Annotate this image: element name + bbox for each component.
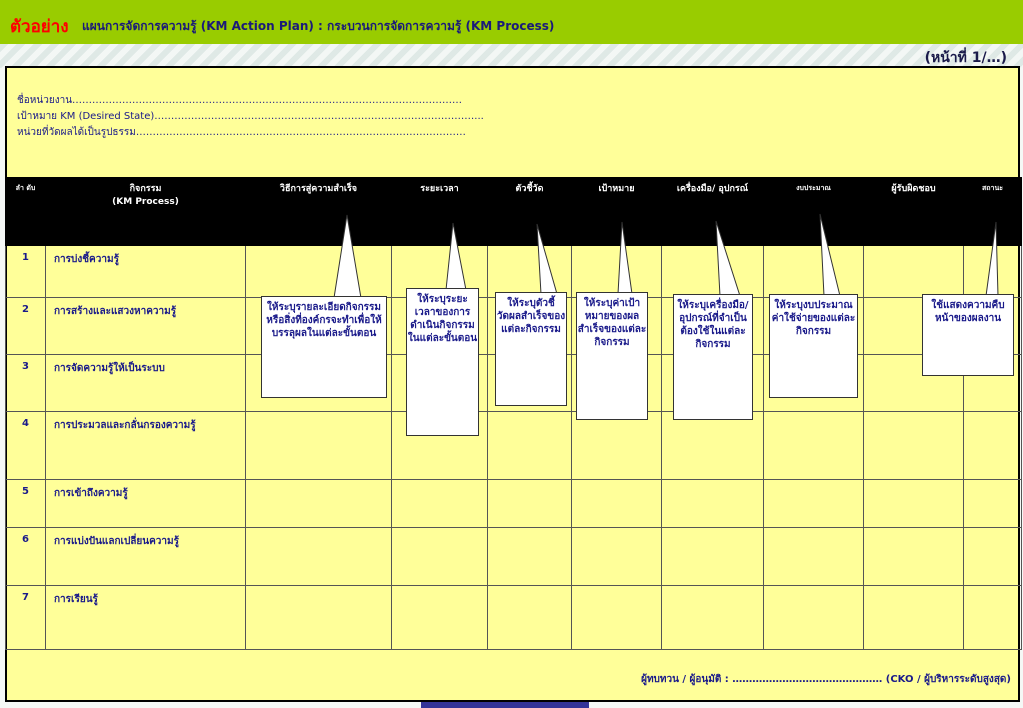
header-method: วิธีการสู่ความสำเร็จ: [246, 178, 392, 246]
callout-pointer-method: [334, 215, 361, 298]
header-no: ลำ ดับ: [6, 178, 46, 246]
approval-line: ผู้ทบทวน / ผู้อนุมัติ : ……………………………………… (CKO / ผู้บริหารระดับสูงสุด): [641, 674, 1011, 685]
header-period: ระยะเวลา: [392, 178, 488, 246]
row-number: 5: [6, 480, 46, 528]
row-number: 7: [6, 586, 46, 650]
header-budget: งบประมาณ: [764, 178, 864, 246]
row-number: 3: [6, 355, 46, 412]
page-title: แผนการจัดการความรู้ (KM Action Plan) : กระบวนการจัดการความรู้ (KM Process): [82, 19, 555, 33]
km-goal-line: เป้าหมาย KM (Desired State)……………………………………………………………………………………...: [17, 111, 484, 122]
callout-pointer-period: [446, 223, 466, 290]
measurable-unit-line: หน่วยที่วัดผลได้เป็นรูปธรรม………………………………………………………………………………………: [17, 127, 466, 138]
callout-pointer-tools: [716, 221, 740, 296]
callout-indicator: ให้ระบุตัวชี้วัดผลสำเร็จของแต่ละกิจกรรม: [495, 292, 567, 406]
callout-tools: ให้ระบุเครื่องมือ/อุปกรณ์ที่จำเป็นต้องใช้ในแต่ละกิจกรรม: [673, 294, 753, 420]
header-owner: ผู้รับผิดชอบ: [864, 178, 964, 246]
unit-name-line: ชื่อหน่วยงาน………………………………………………………………………………………………………: [17, 95, 463, 106]
row-number: 4: [6, 412, 46, 480]
decorative-bottom-strip: [421, 702, 589, 708]
row-activity: การจัดความรู้ให้เป็นระบบ: [46, 355, 246, 412]
callout-pointer-indicator: [537, 224, 557, 294]
callout-target: ให้ระบุค่าเป้าหมายของผลสำเร็จของแต่ละกิจกรรม: [576, 292, 648, 420]
header-indicator: ตัวชี้วัด: [488, 178, 572, 246]
row-number: 1: [6, 246, 46, 298]
row-activity: การแบ่งปันแลกเปลี่ยนความรู้: [46, 528, 246, 586]
callout-pointer-budget: [820, 214, 840, 296]
row-number: 2: [6, 298, 46, 355]
header-activity-label: กิจกรรม: [129, 184, 162, 194]
example-label: ตัวอย่าง: [10, 17, 69, 37]
header-target: เป้าหมาย: [572, 178, 662, 246]
callout-pointer-target: [618, 222, 632, 294]
header-status: สถานะ: [964, 178, 1022, 246]
callout-status: ใช้แสดงความคืบหน้าของผลงาน: [922, 294, 1014, 376]
row-activity: การสร้างและแสวงหาความรู้: [46, 298, 246, 355]
callout-method: ให้ระบุรายละเอียดกิจกรรมหรือสิ่งที่องค์กรจะทำเพื่อให้บรรลุผลในแต่ละขั้นตอน: [261, 296, 387, 398]
callout-period: ให้ระบุระยะเวลาของการดำเนินกิจกรรมในแต่ละขั้นตอน: [406, 288, 479, 436]
row-activity: การบ่งชี้ความรู้: [46, 246, 246, 298]
row-activity: การเรียนรู้: [46, 586, 246, 650]
page-number: (หน้าที่ 1/…): [924, 50, 1007, 66]
callout-pointer-status: [986, 222, 998, 296]
row-activity: การเข้าถึงความรู้: [46, 480, 246, 528]
row-activity: การประมวลและกลั่นกรองความรู้: [46, 412, 246, 480]
header-activity-sub: (KM Process): [112, 197, 179, 207]
row-number: 6: [6, 528, 46, 586]
callout-budget: ให้ระบุงบประมาณค่าใช้จ่ายของแต่ละกิจกรรม: [769, 294, 858, 398]
header-tools: เครื่องมือ/ อุปกรณ์: [662, 178, 764, 246]
